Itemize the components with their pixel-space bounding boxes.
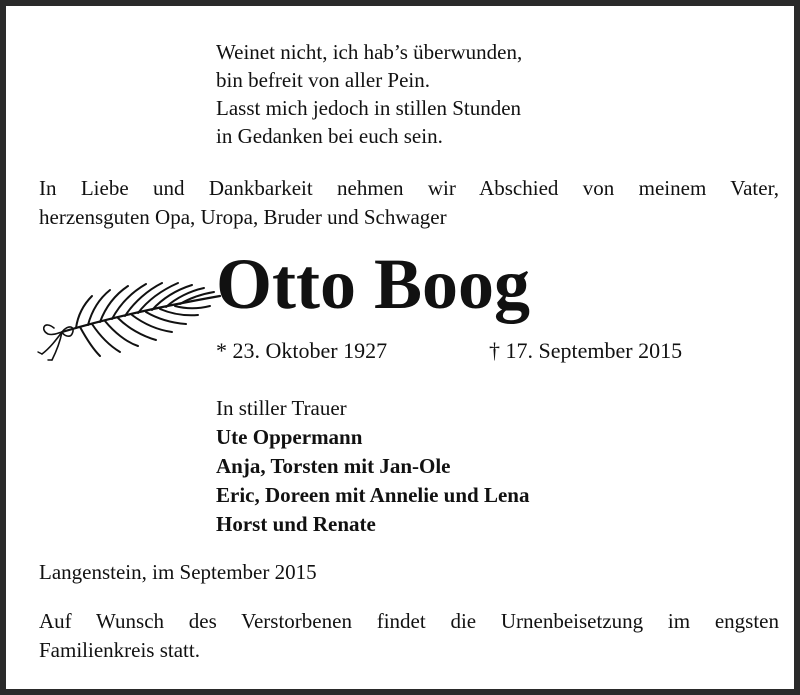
mourner-name: Horst und Renate [216,512,376,536]
mourners-list [216,394,529,539]
deceased-name: Otto Boog [216,244,530,324]
mourner-name: Ute Oppermann [216,425,363,449]
place-and-date: Langenstein, im September 2015 [39,560,317,584]
closing-note [39,607,779,665]
intro-line: herzensguten Opa, Uropa, Bruder und Schwager [39,205,447,229]
poem-line: Weinet nicht, ich hab’s überwunden, [216,40,523,64]
mourners-intro: In stiller Trauer [216,396,347,420]
closing-line: Familienkreis statt. [39,638,200,662]
intro-text [39,174,779,232]
poem-line: Lasst mich jedoch in stillen Stunden [216,96,522,120]
poem [216,38,522,150]
birth-date: * 23. Oktober 1927 [216,338,388,363]
mourner-name: Anja, Torsten mit Jan-Ole [216,454,451,478]
death-date: † 17. September 2015 [489,338,683,363]
mourner-name: Eric, Doreen mit Annelie und Lena [216,483,530,507]
poem-line: bin befreit von aller Pein. [216,68,431,92]
intro-line: In Liebe und Dankbarkeit nehmen wir Abschied von meinem Vater, [39,176,779,200]
poem-line: in Gedanken bei euch sein. [216,124,443,148]
closing-line: Auf Wunsch des Verstorbenen findet die Urnenbeisetzung im engsten [39,609,779,633]
palm-branch-with-ribbon-icon [32,268,224,364]
